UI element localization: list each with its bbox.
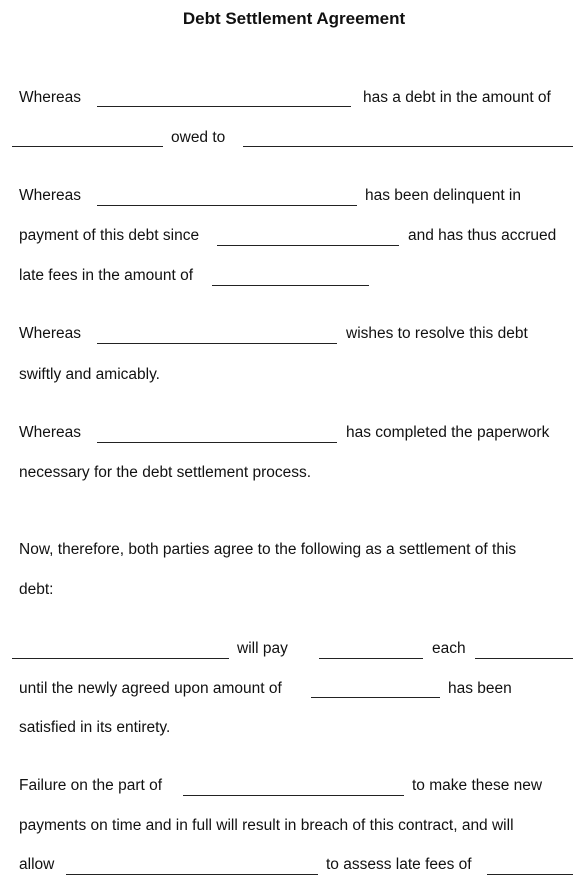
creditor-name-field[interactable] (243, 146, 573, 147)
debt-amount-label: has a debt in the amount of (363, 89, 551, 106)
resolving-party-field[interactable] (97, 343, 337, 344)
agreement-clause: Now, therefore, both parties agree to the following as a settlement of this (19, 541, 517, 558)
payment-period-field[interactable] (475, 658, 573, 659)
whereas-label: Whereas (19, 187, 82, 204)
each-label: each (432, 640, 466, 657)
completed-label: has completed the paperwork (346, 424, 550, 441)
assess-label: to assess late fees of (326, 856, 472, 873)
defaulting-party-field[interactable] (183, 795, 404, 796)
failure-label: Failure on the part of (19, 777, 163, 794)
whereas-label: Whereas (19, 424, 82, 441)
debtor-name-field[interactable] (97, 106, 351, 107)
will-pay-label: will pay (237, 640, 288, 657)
owed-to-label: owed to (171, 129, 226, 146)
swiftly-label: swiftly and amicably. (19, 366, 160, 383)
late-fees-label: late fees in the amount of (19, 267, 194, 284)
satisfied-label: satisfied in its entirety. (19, 719, 171, 736)
wishes-label: wishes to resolve this debt (346, 325, 528, 342)
allowed-party-field[interactable] (66, 874, 318, 875)
has-been-label: has been (448, 680, 512, 697)
payment-amount-field[interactable] (319, 658, 423, 659)
delinquent-party-field[interactable] (97, 205, 357, 206)
whereas-label: Whereas (19, 89, 82, 106)
agreed-amount-field[interactable] (311, 697, 440, 698)
paperwork-party-field[interactable] (97, 442, 337, 443)
allow-label: allow (19, 856, 55, 873)
document-title: Debt Settlement Agreement (182, 9, 406, 28)
payments-clause: payments on time and in full will result in breach of this contract, and will (19, 817, 514, 834)
payer-name-field[interactable] (12, 658, 229, 659)
whereas-label: Whereas (19, 325, 82, 342)
until-label: until the newly agreed upon amount of (19, 680, 282, 697)
make-new-label: to make these new (412, 777, 543, 794)
debt-amount-field[interactable] (12, 146, 163, 147)
late-fees-amount-field[interactable] (212, 285, 369, 286)
payment-since-label: payment of this debt since (19, 227, 200, 244)
delinquent-label: has been delinquent in (365, 187, 521, 204)
debt-label: debt: (19, 581, 54, 598)
delinquent-since-date-field[interactable] (217, 245, 399, 246)
necessary-label: necessary for the debt settlement process. (19, 464, 312, 481)
assessed-fees-field[interactable] (487, 874, 573, 875)
accrued-label: and has thus accrued (408, 227, 557, 244)
